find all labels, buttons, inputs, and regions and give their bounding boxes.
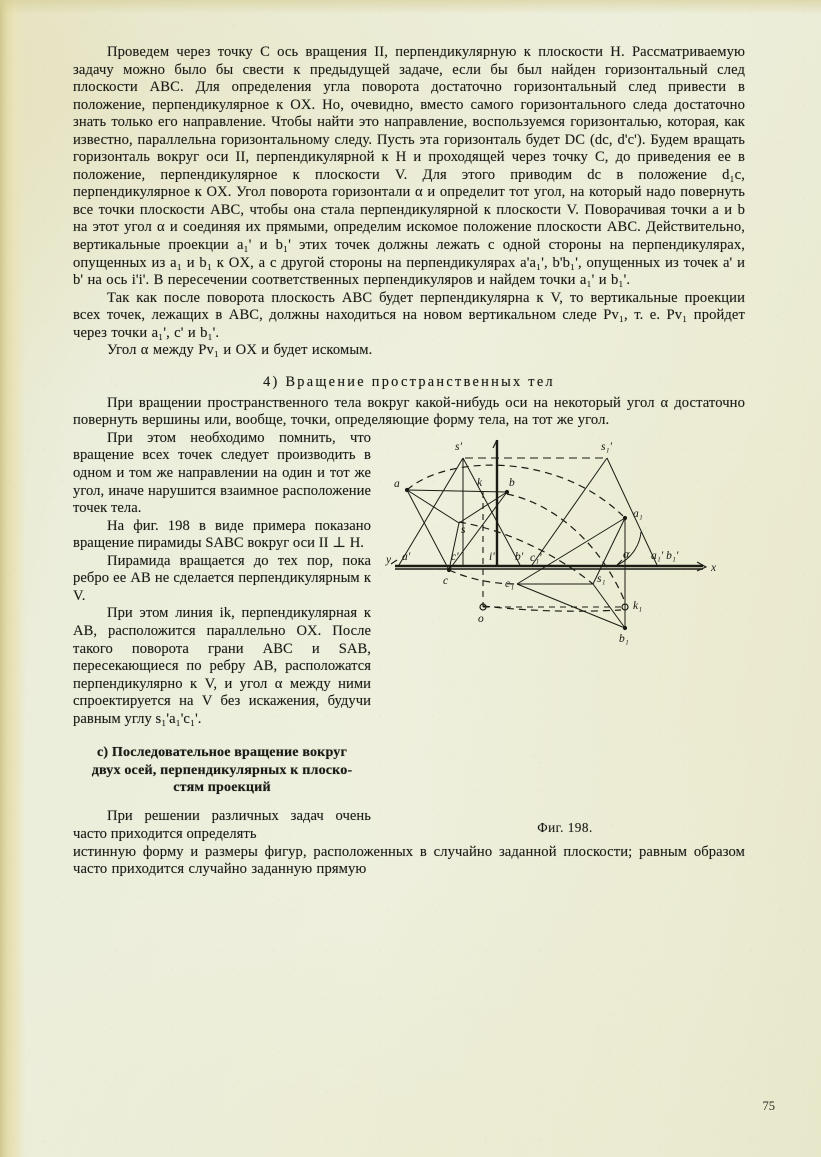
dot-a1: [623, 516, 627, 520]
page-gutter-shadow: [0, 0, 26, 1157]
body-paragraph-2: Так как после поворота плоскость ABC будет перпендикулярна к V, то вертикальные проекции всех точек, лежащих в ABC, должны находиться на новом вертикальном следе Pv₁, т. е. Pv₁ пройдет через точки a₁', c' и b₁'.: [73, 289, 745, 341]
label-b1: b₁: [619, 632, 629, 645]
label-k1: k₁: [633, 599, 643, 612]
label-c: c: [443, 574, 449, 587]
label-y: y: [386, 553, 392, 566]
wrap-paragraph-2: На фиг. 198 в виде примера показано вращение пирамиды SABC вокруг оси II ⊥ H.: [73, 517, 371, 552]
edge-s1ab1-prime: [607, 458, 657, 565]
label-o: o: [478, 612, 484, 625]
label-s-prime: s': [455, 440, 462, 453]
label-alpha: α: [623, 546, 630, 561]
label-c1: c₁: [505, 577, 515, 590]
edge-sb-prime: [463, 458, 520, 565]
label-a1: a₁: [633, 507, 643, 520]
figure-text-wrap-region: [73, 430, 745, 844]
page-content: [73, 44, 745, 879]
dot-b: [505, 490, 509, 494]
arc-s-to-s1: [459, 522, 593, 584]
wrap-paragraph-1: При этом необходимо помнить, что вращение всех точек следует производить в одном и том же направлении на один и тот же угол, иначе нарушится взаимное расположение точек тела.: [73, 429, 371, 517]
label-a-prime: a': [402, 550, 411, 563]
section-heading-c-line-1: c) Последовательное вращение вокруг: [96, 744, 348, 761]
label-s1: s₁: [597, 572, 606, 585]
wrap-paragraph-3: Пирамида вращается до тех пор, пока ребро ее AB не сделается перпендикулярным к V.: [73, 552, 371, 604]
label-s1-prime: s₁': [601, 440, 612, 453]
page-edge: [0, 0, 7, 1157]
label-k: k: [477, 476, 483, 489]
body-paragraph-4: При вращении пространственного тела вокруг какой-нибудь оси на некоторый угол α достаточно повернуть вершины или, вообще, точки, определяющие форму тела, на тот же угол.: [73, 394, 745, 429]
label-a1b1-prime: a₁' b₁': [651, 549, 679, 562]
figure-198: [385, 434, 745, 836]
label-c-prime: c': [451, 550, 459, 563]
dot-b1: [623, 626, 627, 630]
label-c1-prime: c₁': [530, 551, 542, 564]
section-heading-c-line-2: двух осей, перпендикулярных к плоско-: [91, 761, 353, 778]
label-b: b: [509, 476, 515, 489]
label-s: s: [461, 523, 466, 536]
label-i-prime: i': [489, 550, 495, 563]
page-top-shadow: [0, 0, 821, 14]
page-number: 75: [762, 1099, 775, 1113]
section-heading-c-line-3: стям проекций: [173, 779, 271, 796]
label-b-prime: b': [515, 550, 524, 563]
origin-tick: [391, 560, 397, 564]
body-paragraph-3: Угол α между Pv₁ и OX и будет искомым.: [107, 342, 373, 359]
section-heading-4: 4) Вращение пространственных тел: [263, 373, 555, 390]
edge-ac: [407, 490, 449, 570]
label-x: x: [711, 561, 717, 574]
label-a: a: [394, 477, 400, 490]
edge-ab: [407, 490, 507, 492]
dot-a: [405, 488, 409, 492]
dot-c: [447, 568, 451, 572]
figure-198-drawing: [385, 434, 745, 814]
wrap-paragraph-4: При этом линия ik, перпендикулярная к AB, расположится параллельно OX. После такого поворота грани ABC и SAB, пересекающиеся по ребру AB, расположатся перпендикулярно к V, и угол α между ними спроектируется на V без искажения, будучи равным углу s₁'a₁'c₁'.: [73, 605, 371, 727]
body-paragraph-1: Проведем через точку C ось вращения II, перпендикулярную к плоскости H. Рассматриваемую задачу можно было бы свести к предыдущей задаче, если бы был найден горизонтальный след плоскости ABC. Для определения угла поворота достаточно горизонтальный след привести в положение, перпендикулярное к OX. Но, очевидно, вместо самого горизонтального следа достаточно знать только его направление. Чтобы найти это направление, воспользуемся горизонталью, которая, как известно, параллельна горизонтальному следу. Пусть эта горизонталь будет DC (dc, d'c'). Будем вращать горизонталь вокруг оси II, перпендикулярной к H и проходящей через точку C, до приведения ее в положение, перпендикулярное к плоскости V. Для этого приводим dc в положение d₁c, перпендикулярное к OX. Угол поворота горизонтали α и определит тот угол, на который надо повернуть все точки плоскости ABC, чтобы она стала перпендикулярной к плоскости V. Поворачивая точки a и b на этот угол α и соединяя их прямыми, определим искомое положение плоскости ABC. Действительно, вертикальные проекции a₁' и b₁' этих точек должны лежать с одной стороны на перпендикулярах, опущенных из a₁ и b₁ к OX, а с другой стороны на перпендикулярах a'a₁', b'b₁', опущенных из точек a' и b' на ось i'i'. В пересечении соответственных перпендикуляров и найдем точки a₁' и b₁'.: [73, 44, 745, 289]
edge-as: [407, 490, 459, 523]
body-paragraph-last: истинную форму и размеры фигур, расположенных в случайно заданной плоскости; равным образом часто приходится случайно заданную прямую: [73, 843, 745, 878]
edge-s1c1-prime: [532, 458, 607, 565]
wrap-paragraph-5: При решении различных задач очень часто приходится определять: [73, 808, 371, 842]
figure-caption: Фиг. 198.: [537, 819, 593, 835]
arc-b-to-b1: [507, 494, 625, 602]
lower-projection-diagram: [405, 465, 628, 630]
